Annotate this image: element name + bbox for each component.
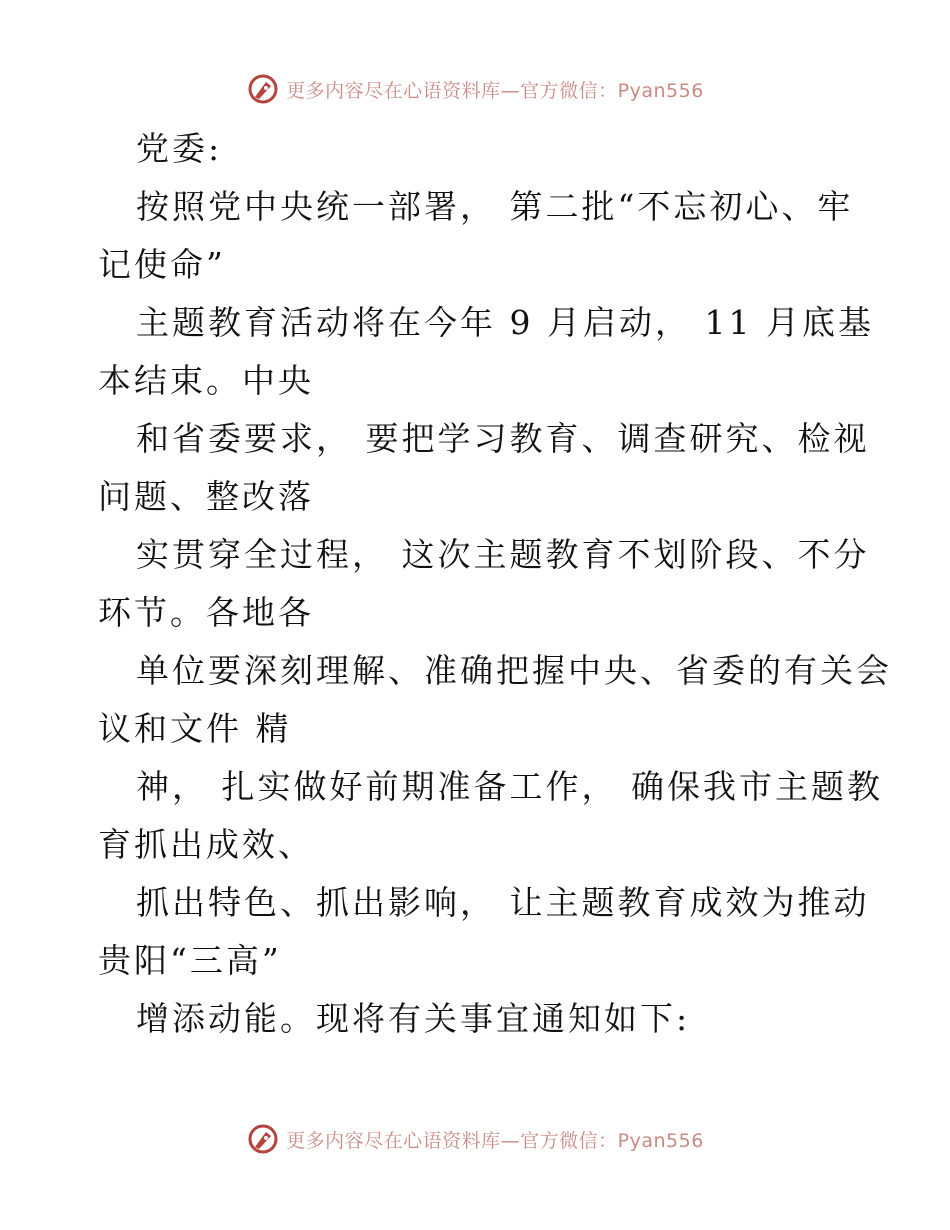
paragraph-line: 问题、整改落 [98,477,314,516]
paragraph-line: 记使命” [98,245,226,284]
paragraph-line: 单位要深刻理解、准确把握中央、省委的有关会 [136,651,892,690]
paragraph-line: 党委: [136,129,223,168]
paragraph-line: 育抓出成效、 [98,825,314,864]
paragraph-line: 环节。各地各 [98,593,314,632]
paragraph-line: 主题教育活动将在今年 9 月启动， 11 月底基 [136,303,874,342]
paragraph-line: 议和文件 精 [98,709,292,748]
paragraph-line: 抓出特色、抓出影响， 让主题教育成效为推动 [136,883,870,922]
paragraph-line: 本结束。中央 [98,361,314,400]
paragraph-line: 按照党中央统一部署， 第二批“不忘初心、牢 [136,187,854,226]
header-watermark [0,72,950,106]
pen-nib-circle-icon [246,72,280,106]
pen-nib-circle-icon [246,1122,280,1156]
document-body [98,120,892,1048]
header-text: 更多内容尽在心语资料库—官方微信：Pyan556 [286,79,704,102]
footer-text: 更多内容尽在心语资料库—官方微信：Pyan556 [286,1129,704,1152]
paragraph-line: 贵阳“三高” [98,941,282,980]
paragraph-line: 和省委要求， 要把学习教育、调查研究、检视 [136,419,870,458]
paragraph-line: 实贯穿全过程， 这次主题教育不划阶段、不分 [136,535,870,574]
paragraph-line: 神， 扎实做好前期准备工作， 确保我市主题教 [136,767,883,806]
footer-watermark [0,1122,950,1156]
paragraph-line: 增添动能。现将有关事宜通知如下: [136,999,691,1038]
